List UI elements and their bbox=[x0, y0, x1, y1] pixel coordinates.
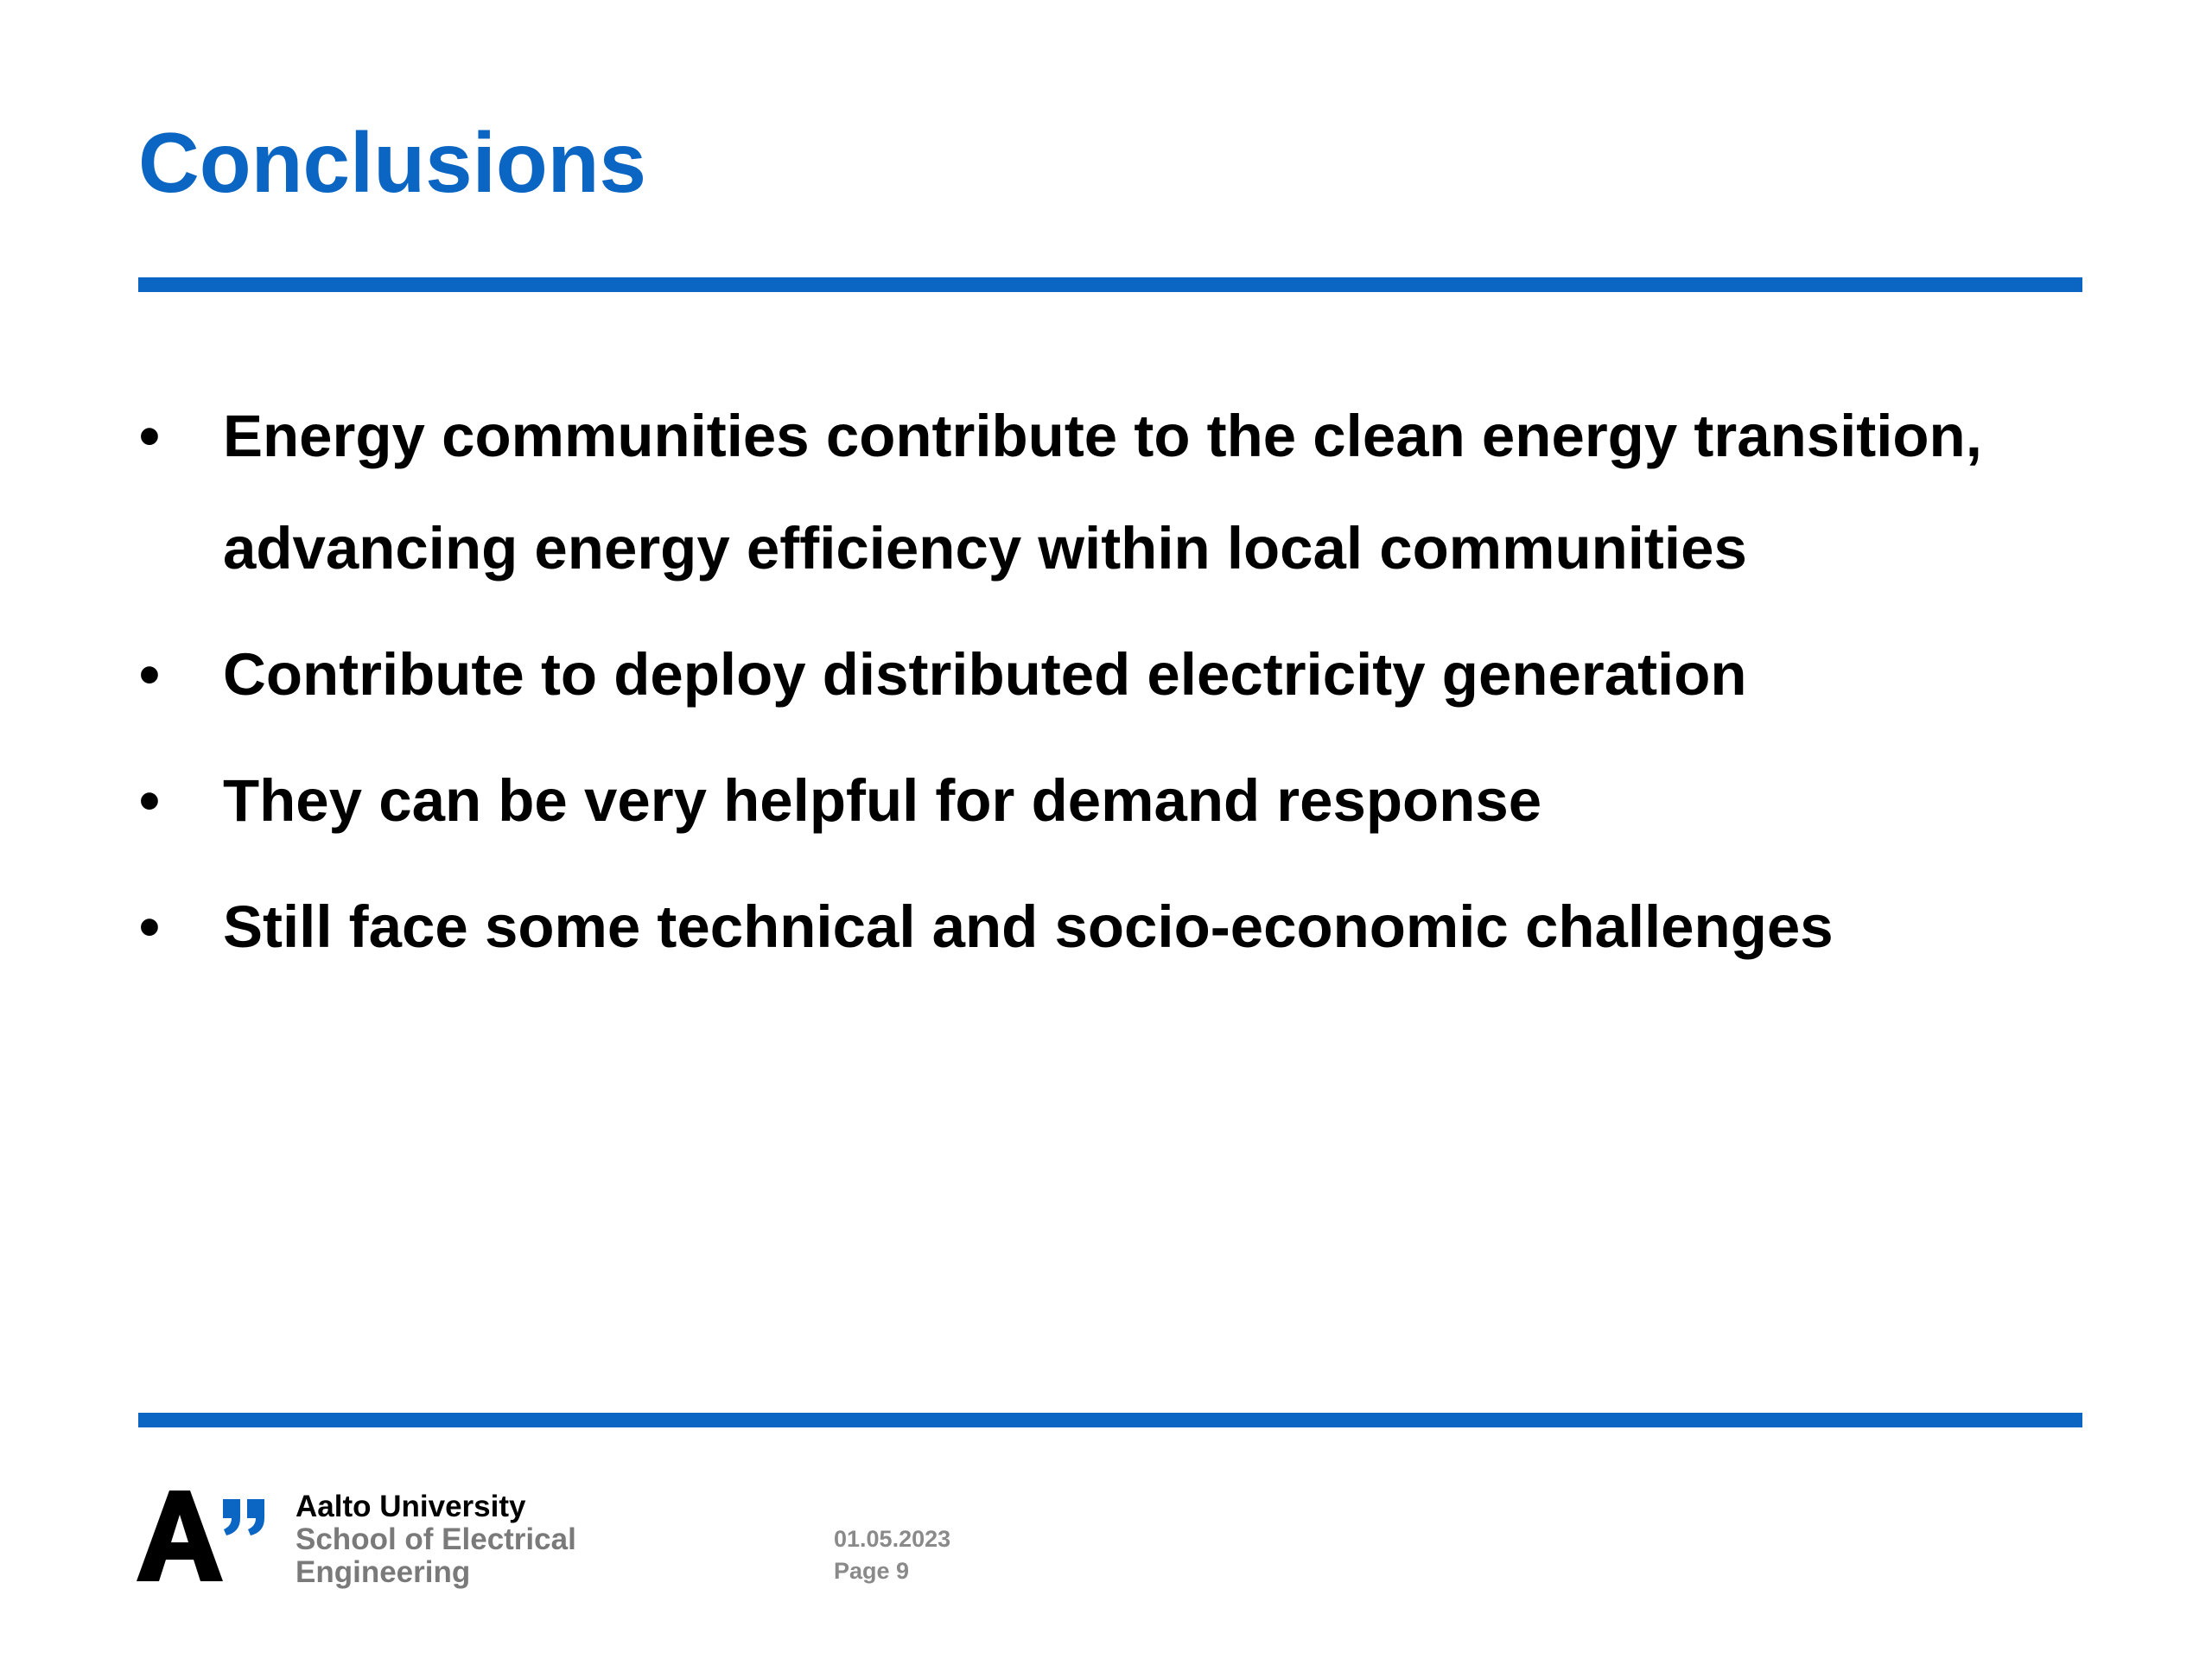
bullet-marker: • bbox=[138, 641, 161, 708]
aalto-logo-icon bbox=[137, 1491, 275, 1586]
footer-meta bbox=[834, 1523, 950, 1587]
school-name-line1: School of Electrical bbox=[296, 1522, 576, 1556]
bullet-marker: • bbox=[138, 767, 161, 834]
bullet-item bbox=[138, 745, 2126, 857]
bullet-marker: • bbox=[138, 893, 161, 960]
title-divider bbox=[138, 277, 2082, 292]
bullet-text: Energy communities contribute to the clean energy transition, bbox=[223, 403, 1982, 469]
slide-date: 01.05.2023 bbox=[834, 1526, 951, 1552]
bullet-text: Contribute to deploy distributed electricity generation bbox=[223, 641, 1747, 708]
bullet-text-continued: advancing energy efficiency within local communities bbox=[223, 515, 1747, 582]
bullet-text: They can be very helpful for demand response bbox=[223, 767, 1542, 834]
bullet-marker: • bbox=[138, 403, 161, 469]
footer-divider bbox=[138, 1413, 2082, 1427]
bullet-item bbox=[138, 871, 2126, 983]
bullet-item bbox=[138, 619, 2126, 731]
organization-name bbox=[296, 1491, 576, 1589]
bullet-item bbox=[138, 380, 2126, 605]
bullet-text: Still face some technical and socio-economic challenges bbox=[223, 893, 1834, 960]
school-name-line2: Engineering bbox=[296, 1555, 471, 1589]
bullet-list bbox=[138, 380, 2126, 997]
slide-title: Conclusions bbox=[138, 115, 647, 210]
university-name: Aalto University bbox=[296, 1490, 526, 1523]
page-number: Page 9 bbox=[834, 1558, 910, 1584]
